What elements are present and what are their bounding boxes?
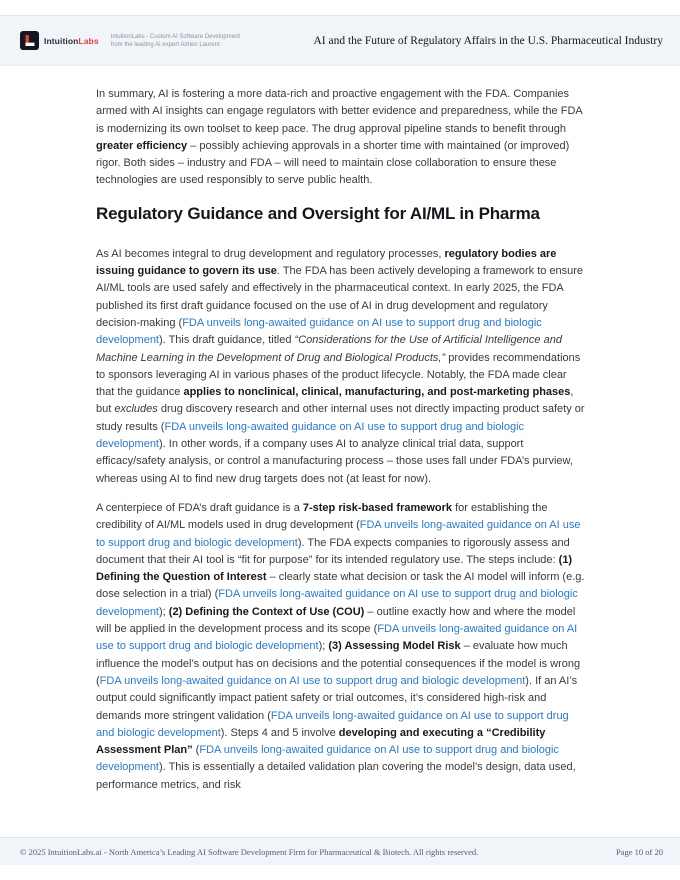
document-title: AI and the Future of Regulatory Affairs in the U.S. Pharmaceutical Industry [313, 34, 663, 47]
text-run: ); [318, 640, 329, 653]
text-run: for establishing the credibility of AI/ML models used in drug development ( [96, 501, 548, 532]
page-header [0, 15, 680, 66]
text-run: In summary, AI is fostering a more data-rich and proactive engagement with the FDA. Companies armed with AI insights can engage regulators with better evidence and preparedness, while the FDA is modernizing its own toolset to keep pace. The drug approval pipeline stands to benefit through [96, 88, 583, 135]
paragraph-framework [96, 500, 585, 794]
text-run: – possibly achieving approvals in a shorter time with maintained (or improved) rigor. Both sides – industry and FDA – will need to maintain close collaboration to ensure these technologies are used responsibly to serve public health. [96, 139, 570, 187]
text-run: developing and executing a “Credibility Assessment Plan” [96, 726, 546, 757]
text-run: – evaluate how much influence the model’s output has on decisions and the potential consequences if the model is wrong ( [96, 640, 581, 687]
text-run: , but [96, 386, 574, 416]
text-run: ( [192, 744, 200, 757]
inline-link[interactable]: FDA unveils long-awaited guidance on AI use to support drug and biologic development [96, 588, 578, 618]
wordmark-part-2: Labs [78, 35, 99, 46]
wordmark-part-1: Intuition [44, 35, 79, 46]
text-run: excludes [114, 403, 158, 416]
text-run: drug discovery research and other internal uses not directly impacting product safety or study results ( [96, 403, 585, 433]
letter-l-icon [25, 35, 35, 46]
text-run: ). Steps 4 and 5 involve [220, 726, 339, 739]
paragraph-intro [96, 86, 585, 190]
text-run: – clearly state what decision or task the AI model will inform (e.g. dose selection in a trial) ( [96, 571, 585, 601]
inline-link[interactable]: FDA unveils long-awaited guidance on AI use to support drug and biologic development [96, 420, 525, 451]
logo-wordmark [44, 36, 99, 46]
inline-link[interactable]: FDA unveils long-awaited guidance on AI use to support drug and biologic development [96, 316, 542, 347]
text-run: “Considerations for the Use of Artificial Intelligence and Machine Learning in the Development of Drug and Biological Products,” [96, 334, 562, 364]
intuitionlabs-logo [20, 31, 240, 50]
section-heading: Regulatory Guidance and Oversight for AI/ML in Pharma [96, 203, 540, 223]
page-footer [0, 837, 680, 865]
page-number: Page 10 of 20 [616, 846, 663, 857]
footer-copyright: © 2025 IntuitionLabs.ai - North America’s Leading AI Software Development Firm for Pharmaceutical & Biotech. All rights reserved. [20, 846, 479, 857]
inline-link[interactable]: FDA unveils long-awaited guidance on AI use to support drug and biologic development [96, 709, 569, 739]
text-run: (1) Defining the Question of Interest [96, 553, 573, 584]
text-run: applies to nonclinical, clinical, manufacturing, and post-marketing phases [183, 386, 571, 399]
text-run: – outline exactly how and where the model will be applied in the development process and its scope ( [96, 605, 576, 636]
text-run: provides recommendations to sponsors leveraging AI in various phases of the product lifecycle. Notably, the FDA made clear that the guidance [96, 351, 581, 399]
text-run: A centerpiece of FDA’s draft guidance is a [96, 501, 303, 514]
text-run: (3) Assessing Model Risk [328, 640, 461, 653]
text-run: 7-step risk-based framework [302, 501, 453, 514]
inline-link[interactable]: FDA unveils long-awaited guidance on AI use to support drug and biologic development [96, 744, 559, 774]
text-run: ). This draft guidance, titled [159, 334, 295, 347]
tagline-line-1: IntuitionLabs - Custom AI Software Development [110, 33, 241, 40]
text-run: greater efficiency [96, 139, 188, 152]
text-run: ). If an AI’s output could significantly impact patient safety or trial outcomes, it’s considered high-risk and demands more stringent validation ( [96, 674, 578, 722]
inline-link[interactable]: FDA unveils long-awaited guidance on AI use to support drug and biologic development [96, 623, 578, 653]
logo-tagline [111, 33, 240, 49]
text-run: . The FDA has been actively developing a framework to ensure AI/ML tools are used safely and effectively in the pharmaceutical context. In early 2025, the FDA published its first draft guidance focused on the use of AI in drug development and regulatory decision-making ( [96, 265, 584, 329]
text-run: (2) Defining the Context of Use (COU) [168, 605, 365, 618]
logo-mark-icon [20, 31, 39, 50]
text-run: ). The FDA expects companies to rigorously assess and document that their AI tool is “fit for purpose” for its intended regulatory use. The steps include: [96, 536, 570, 566]
tagline-line-2: from the leading AI expert Adrien Laurent [110, 41, 220, 48]
text-run: As AI becomes integral to drug development and regulatory processes, [96, 247, 445, 260]
paragraph-guidance [96, 246, 585, 488]
text-run: ). This is essentially a detailed validation plan covering the model’s design, data used, performance metrics, and risk [96, 761, 576, 791]
text-run: ); [159, 605, 169, 618]
document-content [96, 86, 585, 836]
inline-link[interactable]: FDA unveils long-awaited guidance on AI use to support drug and biologic development [96, 519, 581, 549]
text-run: ). In other words, if a company uses AI to analyze clinical trial data, support efficacy/safety analysis, or control a manufacturing process – those uses fall under FDA’s purview, whereas using AI to find new drug targets does not (at least for now). [96, 438, 573, 485]
inline-link[interactable]: FDA unveils long-awaited guidance on AI use to support drug and biologic development [99, 674, 526, 687]
text-run: regulatory bodies are issuing guidance to govern its use [96, 247, 557, 278]
